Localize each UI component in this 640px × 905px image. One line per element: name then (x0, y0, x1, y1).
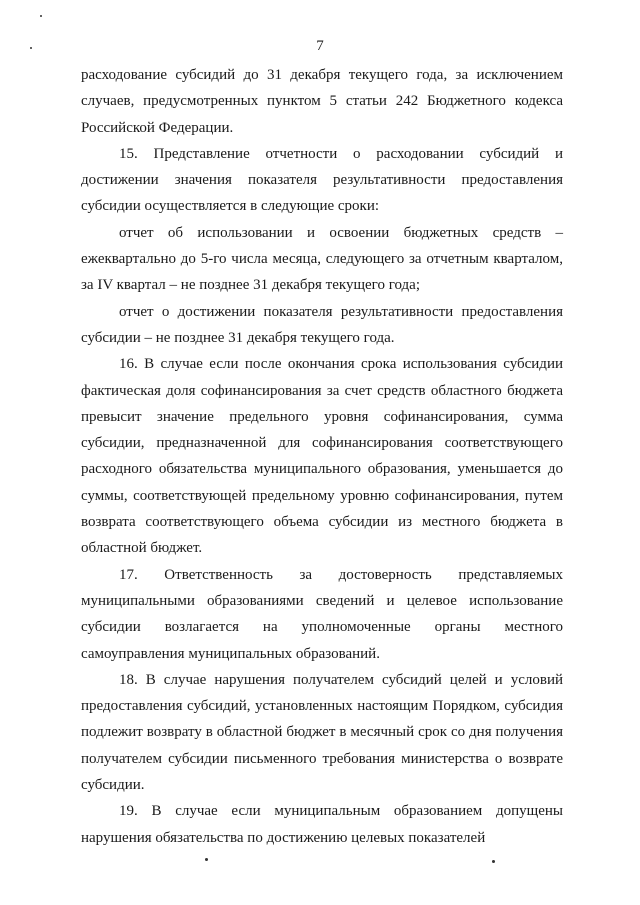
scan-speck (205, 858, 208, 861)
scan-speck (492, 860, 495, 863)
page-number: 7 (316, 38, 324, 54)
paragraph-18: 18. В случае нарушения получателем субсидий целей и условий предоставления субсидий, установленных настоящим Порядком, субсидия подлежит возврату в областной бюджет в месячный срок со дня получения получателем субсидии письменного требования министерства о возврате субсидии. (81, 671, 563, 794)
paragraph-15-item-1: отчет об использовании и освоении бюджетных средств – ежеквартально до 5-го числа месяца, следующего за отчетным кварталом, за IV квартал – не позднее 31 декабря текущего года; (81, 224, 563, 294)
document-body (81, 62, 563, 851)
paragraph-15: 15. Представление отчетности о расходовании субсидий и достижении значения показателя результативности предоставления субсидии осуществляется в следующие сроки: (81, 145, 563, 215)
paragraph-15-item-2: отчет о достижении показателя результативности предоставления субсидии – не позднее 31 декабря текущего года. (81, 303, 563, 346)
scan-speck (40, 15, 42, 17)
paragraph-continuation: расходование субсидий до 31 декабря текущего года, за исключением случаев, предусмотренных пунктом 5 статьи 242 Бюджетного кодекса Российской Федерации. (81, 67, 563, 136)
paragraph-16: 16. В случае если после окончания срока использования субсидии фактическая доля софинансирования за счет средств областного бюджета превысит значение предельного уровня софинансирования, сумма субсидии, предназначенной для софинансирования соответствующего расходного обязательства муниципального образования, уменьшается до суммы, соответствующей предельному уровню софинансирования, путем возврата соответствующего объема субсидии из местного бюджета в областной бюджет. (81, 356, 563, 557)
paragraph-19: 19. В случае если муниципальным образованием допущены нарушения обязательства по достижению целевых показателей (81, 803, 563, 846)
paragraph-17: 17. Ответственность за достоверность представляемых муниципальными образованиями сведений и целевое использование субсидии возлагается на уполномоченные органы местного самоуправления муниципальных образований. (81, 566, 563, 662)
